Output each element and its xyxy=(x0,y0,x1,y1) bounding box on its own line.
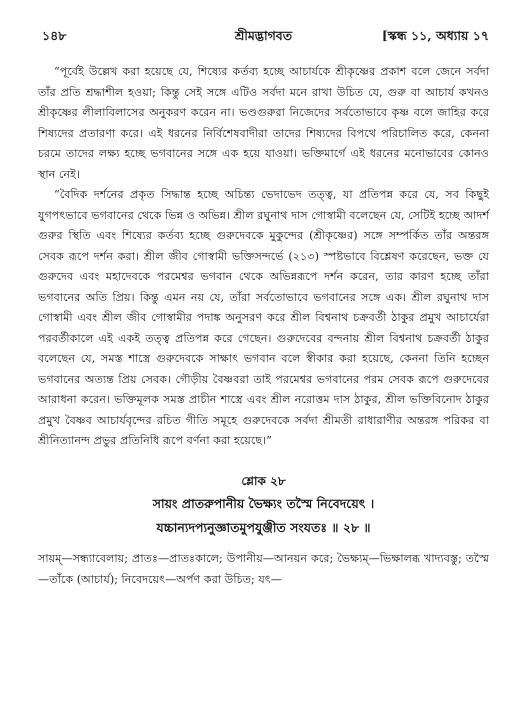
book-title: শ্রীমদ্ভাগবত xyxy=(234,28,293,43)
verse-block xyxy=(38,470,489,540)
chapter-reference: [স্কন্ধ ১১, অধ্যায় ১৭ xyxy=(381,28,489,43)
page-number: ১৪৮ xyxy=(42,28,67,43)
verse-line: সায়ং প্রাতরুপানীয় ভৈক্ষ্যং তস্মৈ নিবেদয়েৎ । xyxy=(152,495,375,511)
verse-title: শ্লোক ২৮ xyxy=(241,473,286,488)
verse-line: যচ্চান্যদপ্যনুজ্ঞাতমুপযুঞ্জীত সংযতঃ ॥ ২৮ ॥ xyxy=(156,519,371,535)
synonyms-text: সায়ম্—সন্ধ্যাবেলায়; প্রাতঃ—প্রাতঃকালে; উপানীয়—আনয়ন করে; ভৈক্ষ্যম্—ভিক্ষালব্ধ খাদ্যবস্তু; তস্মৈ—তাঁকে (আচার্য); নিবেদয়েৎ—অর্পণ করা উচিত; যৎ— xyxy=(38,551,489,586)
paragraph: “পূর্বেই উল্লেখ করা হয়েছে যে, শিষ্যের কর্তব্য হচ্ছে আচার্যকে শ্রীকৃষ্ণের প্রকাশ বলে জেনে সর্বদা তাঁর প্রতি শ্রদ্ধাশীল হওয়া; কিন্তু সেই সঙ্গে এটিও সর্বদা মনে রাখা উচিত যে, গুরু বা আচার্য কখনও শ্রীকৃষ্ণের লীলাবিলাসের অনুকরণ করেন না। ভণ্ডগুরুরা নিজেদের সর্বতোভাবে কৃষ্ণ বলে জাহির করে শিষ্যদের প্রতারণা করে। এই ধরনের নির্বিশেষবাদীরা তাদের শিষ্যদের বিপথে পরিচালিত করে, কেননা চরমে তাদের লক্ষ্য হচ্ছে ভগবানের সঙ্গে এক হয়ে যাওয়া। ভক্তিমার্গে এই ধরনের মনোভাবের কোনও স্থান নেই। xyxy=(38,65,489,181)
page-header xyxy=(38,28,489,50)
purport-text xyxy=(38,62,489,452)
paragraph: “বৈদিক দর্শনের প্রকৃত সিদ্ধান্ত হচ্ছে অচিন্ত্য ভেদাভেদ তত্ত্ব, যা প্রতিপন্ন করে যে, সব কিছুই যুগপৎভাবে ভগবানের থেকে ভিন্ন ও অভিন্ন। শ্রীল রঘুনাথ দাস গোস্বামী বলেছেন যে, সেটিই হচ্ছে আদর্শ গুরুর স্থিতি এবং শিষ্যের কর্তব্য হচ্ছে গুরুদেবকে মুকুন্দের (শ্রীকৃষ্ণের) সঙ্গে সম্পর্কিত তাঁর অন্তরঙ্গ সেবক রূপে দর্শন করা। শ্রীল জীব গোস্বামী ভক্তিসন্দর্ভে (২১৩) স্পষ্টভাবে বিশ্লেষণ করেছেন, ভক্ত যে গুরুদেব এবং মহাদেবকে পরমেশ্বর ভগবান থেকে অভিন্নরূপে দর্শন করেন, তার কারণ হচ্ছে তাঁরা ভগবানের অতি প্রিয়। কিন্তু এমন নয় যে, তাঁরা সর্বতোভাবে ভগবানের সঙ্গে এক। শ্রীল রঘুনাথ দাস গোস্বামী এবং শ্রীল জীব গোস্বামীর পদাঙ্ক অনুসরণ করে শ্রীল বিশ্বনাথ চক্রবর্তী ঠাকুর প্রমুখ আচার্যেরা পরবর্তীকালে এই একই তত্ত্ব প্রতিপন্ন করে গেছেন। গুরুদেবের বন্দনায় শ্রীল বিশ্বনাথ চক্রবর্তী ঠাকুর বলেছেন যে, সমস্ত শাস্ত্রে গুরুদেবকে সাক্ষাৎ ভগবান বলে স্বীকার করা হয়েছে, কেননা তিনি হচ্ছেন ভগবানের অত্যন্ত প্রিয় সেবক। গৌড়ীয় বৈষ্ণবরা তাই পরমেশ্বর ভগবানের পরম সেবক রূপে গুরুদেবের আরাধনা করেন। ভক্তিমূলক সমস্ত প্রাচীন শাস্ত্রে এবং শ্রীল নরোত্তম দাস ঠাকুর, শ্রীল ভক্তিবিনোদ ঠাকুর প্রমুখ বৈষ্ণব আচার্যবৃন্দের রচিত গীতি সমূহে গুরুদেবকে সর্বদা শ্রীমতী রাধারাণীর অন্তরঙ্গ পরিকর বা শ্রীনিত্যানন্দ প্রভুর প্রতিনিধি রূপে বর্ণনা করা হয়েছে।” xyxy=(38,188,489,447)
